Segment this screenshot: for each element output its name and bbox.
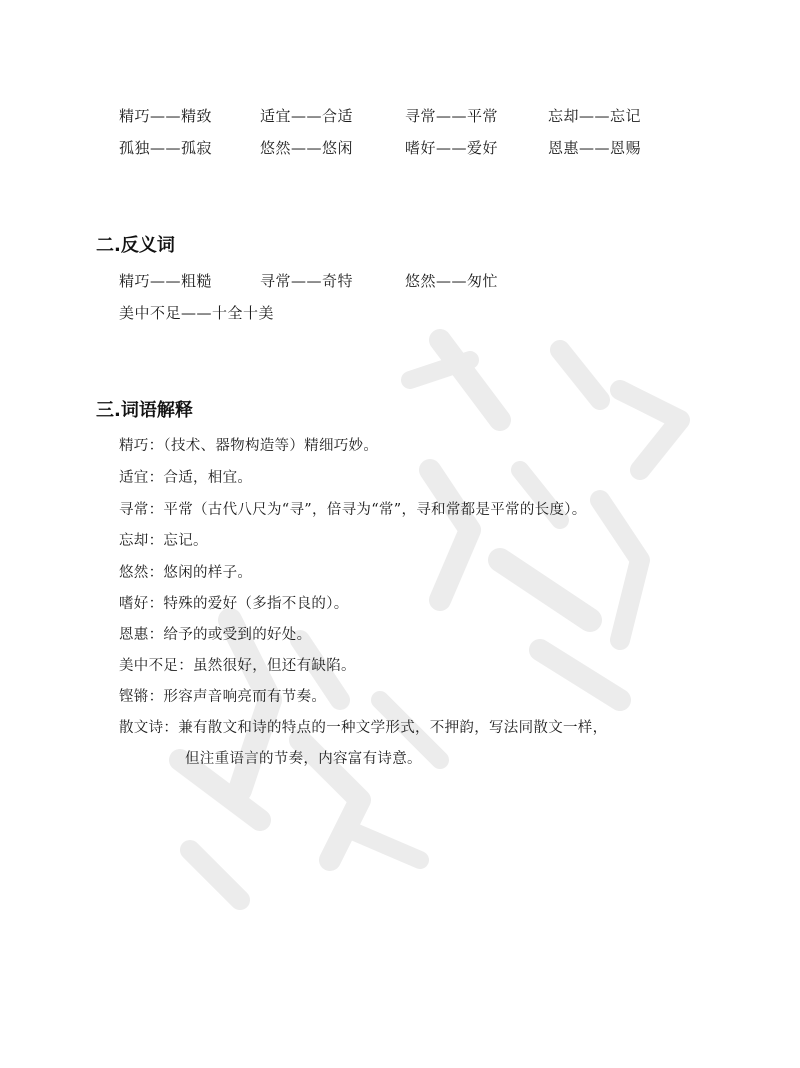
definition-line: 恩惠：给予的或受到的好处。 — [119, 627, 312, 643]
synonym-pair: 精巧——精致 — [119, 107, 213, 125]
antonym-row-1 — [119, 269, 719, 293]
definition-line: 铿锵：形容声音响亮而有节奏。 — [119, 689, 327, 705]
definition-line: 精巧：（技术、器物构造等）精细巧妙。 — [119, 438, 379, 454]
definition-line: 嗜好：特殊的爱好（多指不良的）。 — [119, 596, 349, 612]
synonym-row-2 — [119, 136, 719, 160]
explanations-heading: 三.词语解释 — [96, 400, 193, 421]
definition-line: 悠然：悠闲的样子。 — [119, 565, 253, 581]
antonym-row-2 — [119, 301, 719, 325]
definition-line: 适宜：合适，相宜。 — [119, 470, 253, 486]
watermark-glyphs — [180, 340, 680, 900]
synonym-pair: 适宜——合适 — [260, 107, 354, 125]
definition-line: 美中不足：虽然很好，但还有缺陷。 — [119, 658, 356, 674]
synonym-pair: 嗜好——爱好 — [405, 139, 499, 157]
synonym-pair: 忘却——忘记 — [548, 107, 642, 125]
definition-continuation: 但注重语言的节奏，内容富有诗意。 — [185, 751, 422, 767]
antonym-pair: 美中不足——十全十美 — [119, 304, 275, 322]
definition-line: 散文诗：兼有散文和诗的特点的一种文学形式，不押韵，写法同散文一样， — [119, 720, 608, 736]
synonym-pair: 孤独——孤寂 — [119, 139, 213, 157]
definition-line: 忘却：忘记。 — [119, 533, 208, 549]
antonyms-heading: 二.反义词 — [96, 235, 175, 256]
antonym-pair: 寻常——奇特 — [260, 272, 354, 290]
antonym-pair: 悠然——匆忙 — [405, 272, 499, 290]
definition-line: 寻常：平常（古代八尺为“寻”，倍寻为“常”，寻和常都是平常的长度）。 — [119, 502, 587, 518]
synonym-pair: 恩惠——恩赐 — [548, 139, 642, 157]
synonym-row-1 — [119, 104, 719, 128]
synonym-pair: 悠然——悠闲 — [260, 139, 354, 157]
synonym-pair: 寻常——平常 — [405, 107, 499, 125]
antonym-pair: 精巧——粗糙 — [119, 272, 213, 290]
